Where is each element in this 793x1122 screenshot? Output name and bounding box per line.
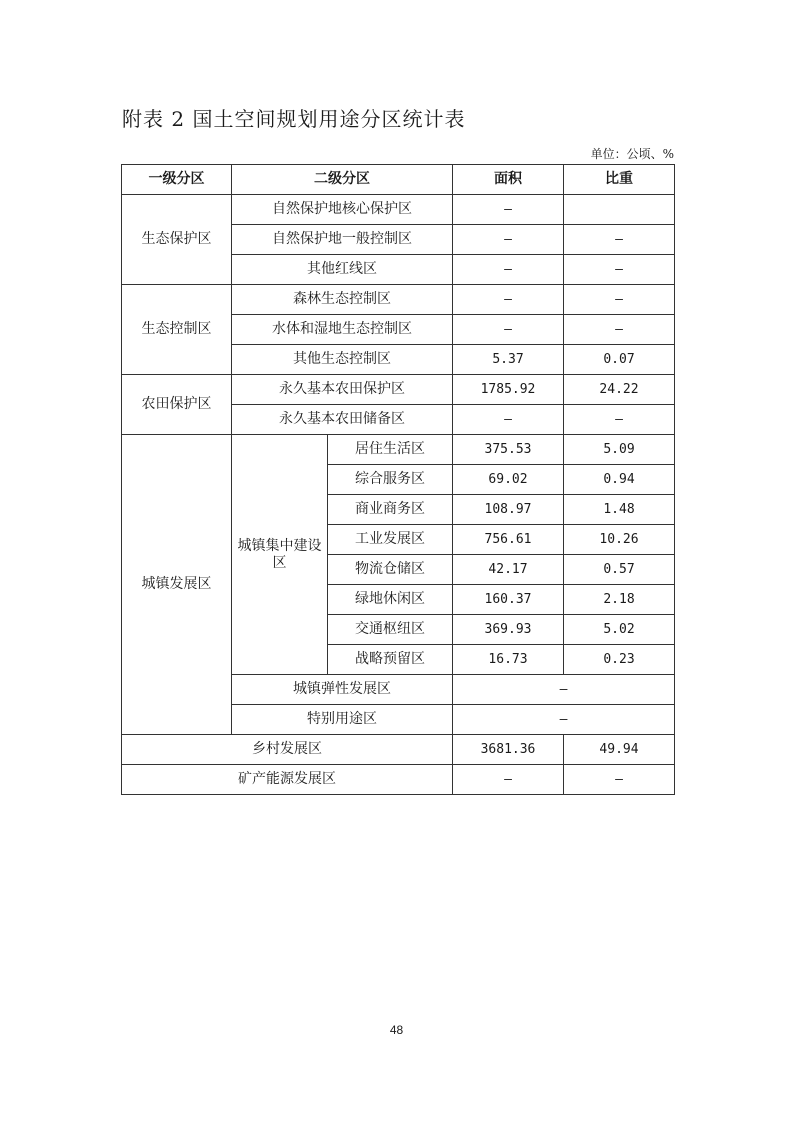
share-value: 0.07	[564, 345, 675, 375]
level3-name: 综合服务区	[328, 465, 453, 495]
level2-urban-concentrated: 城镇集中建设区	[232, 435, 328, 675]
unit-label: 单位：公顷、%	[590, 147, 674, 161]
level2-special-use: 特别用途区	[232, 705, 453, 735]
level2-name: 永久基本农田保护区	[232, 375, 453, 405]
level2-urban-flexible: 城镇弹性发展区	[232, 675, 453, 705]
share-value	[564, 195, 675, 225]
level3-name: 绿地休闲区	[328, 585, 453, 615]
share-value: –	[564, 285, 675, 315]
level1-urban-development: 城镇发展区	[122, 435, 232, 735]
table-header-row	[122, 165, 675, 195]
share-value: 0.57	[564, 555, 675, 585]
share-value: 24.22	[564, 375, 675, 405]
level2-name: 森林生态控制区	[232, 285, 453, 315]
page-number: 48	[389, 1023, 404, 1037]
share-value: 5.09	[564, 435, 675, 465]
area-value: 69.02	[453, 465, 564, 495]
share-value: 0.23	[564, 645, 675, 675]
area-value: 756.61	[453, 525, 564, 555]
area-value: –	[453, 285, 564, 315]
level3-name: 工业发展区	[328, 525, 453, 555]
header-level2: 二级分区	[232, 165, 453, 195]
area-value: –	[453, 255, 564, 285]
zoning-statistics-table	[121, 164, 675, 795]
merged-value: –	[453, 705, 675, 735]
share-value: –	[564, 255, 675, 285]
level2-name: 水体和湿地生态控制区	[232, 315, 453, 345]
area-value: –	[453, 405, 564, 435]
merged-value: –	[453, 675, 675, 705]
header-share: 比重	[564, 165, 675, 195]
share-value: 10.26	[564, 525, 675, 555]
share-value: 1.48	[564, 495, 675, 525]
level3-name: 物流仓储区	[328, 555, 453, 585]
level2-name: 其他红线区	[232, 255, 453, 285]
level1-farmland-protection: 农田保护区	[122, 375, 232, 435]
table-row	[122, 765, 675, 795]
area-value: 1785.92	[453, 375, 564, 405]
share-value: –	[564, 765, 675, 795]
level1-rural-development: 乡村发展区	[122, 735, 453, 765]
area-value: –	[453, 315, 564, 345]
level2-name: 自然保护地一般控制区	[232, 225, 453, 255]
share-value: 0.94	[564, 465, 675, 495]
table-row	[122, 435, 675, 465]
table-row	[122, 375, 675, 405]
area-value: –	[453, 195, 564, 225]
share-value: –	[564, 315, 675, 345]
level3-name: 居住生活区	[328, 435, 453, 465]
area-value: 16.73	[453, 645, 564, 675]
table-row	[122, 735, 675, 765]
area-value: 3681.36	[453, 735, 564, 765]
level1-ecological-protection: 生态保护区	[122, 195, 232, 285]
share-value: –	[564, 225, 675, 255]
level1-mining-energy: 矿产能源发展区	[122, 765, 453, 795]
header-area: 面积	[453, 165, 564, 195]
level2-name: 自然保护地核心保护区	[232, 195, 453, 225]
level3-name: 商业商务区	[328, 495, 453, 525]
share-value: 49.94	[564, 735, 675, 765]
area-value: –	[453, 225, 564, 255]
area-value: 375.53	[453, 435, 564, 465]
share-value: 5.02	[564, 615, 675, 645]
level3-name: 交通枢纽区	[328, 615, 453, 645]
area-value: 5.37	[453, 345, 564, 375]
level3-name: 战略预留区	[328, 645, 453, 675]
area-value: –	[453, 765, 564, 795]
header-level1: 一级分区	[122, 165, 232, 195]
area-value: 369.93	[453, 615, 564, 645]
level1-ecological-control: 生态控制区	[122, 285, 232, 375]
share-value: 2.18	[564, 585, 675, 615]
area-value: 42.17	[453, 555, 564, 585]
level2-name: 永久基本农田储备区	[232, 405, 453, 435]
level2-name: 其他生态控制区	[232, 345, 453, 375]
area-value: 160.37	[453, 585, 564, 615]
table-row	[122, 195, 675, 225]
share-value: –	[564, 405, 675, 435]
area-value: 108.97	[453, 495, 564, 525]
page-title: 附表 2 国土空间规划用途分区统计表	[122, 107, 466, 131]
table-row	[122, 285, 675, 315]
